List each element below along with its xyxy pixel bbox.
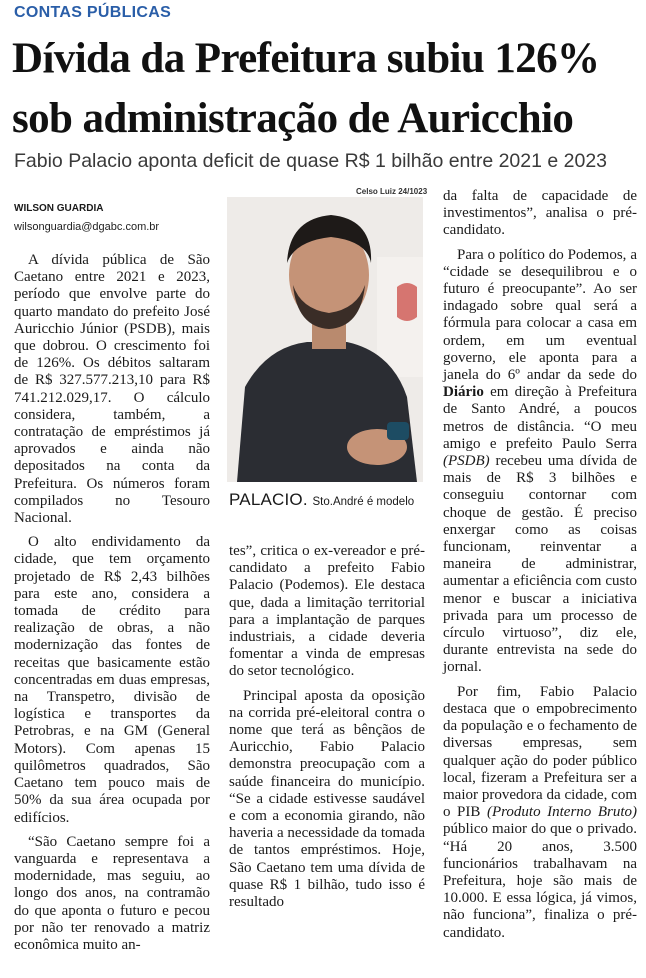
paragraph: da falta de capacidade de investimentos”, analisa o pré-candidato. (443, 188, 637, 239)
article-column-2 (229, 543, 425, 918)
text-run: recebeu uma dívida de mais de R$ 3 bilhões e conseguiu contornar com choque de gestão. É preciso enxergar como as coisas funcionam, reinventar a maneira de administrar, aumentar a eficiência com custo menor e buscar a iniciativa privada para um processo de círculo virtuoso”, diz ele, durante entrevista na sede do jornal. (443, 453, 637, 676)
article-column-3 (443, 188, 637, 949)
text-run: público maior do que o privado. “Há 20 anos, 3.500 funcionários trabalhavam na Prefeitura, hoje são mais de 10.000. E essa lógica, já vimos, não funciona”, finaliza o pré-candidato. (443, 821, 637, 941)
newspaper-name: Diário (443, 384, 484, 401)
text-run: Por fim, Fabio Palacio destaca que o empobrecimento da população e o fechamento de diversas empresas, sem qualquer ação do poder público local, fizeram a Prefeitura ser a maior provedora da cidade, com o PIB (443, 683, 637, 821)
author-byline: WILSON GUARDIA (14, 203, 104, 214)
paragraph: A dívida pública de São Caetano entre 2021 e 2023, período que envolve parte do quarto mandato do prefeito José Auricchio Júnior (PSDB), mais que dobrou. O crescimento foi de 126%. Os débitos saltaram de R$ 327.577.213,10 para R$ 741.212.029,17. O cálculo considera, também, a contratação de empréstimos já aprovados e ainda não depositados na conta da Prefeitura. Os números foram compilados no Tesouro Nacional. (14, 252, 210, 527)
paragraph: “São Caetano sempre foi a vanguarda e representava a modernidade, mas seguiu, ao longo dos anos, na contramão do que aponta o futuro e pecou por não ter renovado a matriz econômica muito an- (14, 833, 210, 953)
portrait-illustration (227, 197, 423, 482)
photo-caption (229, 490, 414, 510)
subheadline: Fabio Palacio aponta deficit de quase R$ 1 bilhão entre 2021 e 2023 (14, 150, 608, 172)
paragraph: Principal aposta da oposição na corrida pré-eleitoral contra o nome que terá as bênçãos de Auricchio, Fabio Palacio demonstra preocupação com a saúde financeira do município. “Se a cidade estivesse saudável e com a economia girando, não haveria a necessidade da tomada de tantos empréstimos. Hoje, São Caetano tem uma dívida de quase R$ 1 bilhão, tudo isso é resultado (229, 687, 425, 911)
headline-line-1: Dívida da Prefeitura subiu 126% (12, 35, 600, 82)
article-photo (227, 197, 423, 482)
text-run: em direção à Prefeitura de Santo André, a poucos metros de distância. “O meu amigo e prefeito Paulo Serra (443, 384, 637, 452)
headline-line-2: sob administração de Auricchio (12, 95, 574, 142)
paragraph: O alto endividamento da cidade, que tem orçamento projetado de R$ 2,43 bilhões para este ano, considera a tomada de crédito para realização de obras, a não modernização das fontes de receitas que basicamente estão concentradas em duas empresas, na Transpetro, divisão de logística e transportes da Petrobras, e na GM (General Motors). Com apenas 15 quilômetros quadrados, São Caetano tem pouco mais de 50% da sua área ocupada por edifícios. (14, 534, 210, 826)
pib-definition: (Produto Interno Bruto) (486, 804, 638, 821)
photo-credit: Celso Luiz 24/1023 (356, 187, 428, 196)
paragraph: tes”, critica o ex-vereador e pré-candidato a prefeito Fabio Palacio (Podemos). Ele destaca que, dada a limitação territorial para a implantação de parques industriais, a cidade deveria fomentar a vinda de empresas do setor tecnológico. (229, 543, 425, 680)
text-run: Para o político do Podemos, a “cidade se desequilibrou e o futuro é preocupante”. Ao ser indagado sobre qual será a fórmula para colocar a casa em ordem, em um eventual governo, ele aponta para a janela do 6º andar da sede do (443, 246, 637, 384)
caption-name: PALACIO. (229, 490, 308, 509)
section-label: CONTAS PÚBLICAS (14, 4, 172, 21)
party-name: (PSDB) (443, 453, 490, 470)
paragraph (443, 247, 637, 677)
article-column-1 (14, 252, 210, 961)
caption-text: Sto.André é modelo (312, 496, 415, 508)
paragraph (443, 684, 637, 942)
author-email[interactable]: wilsonguardia@dgabc.com.br (14, 221, 160, 233)
